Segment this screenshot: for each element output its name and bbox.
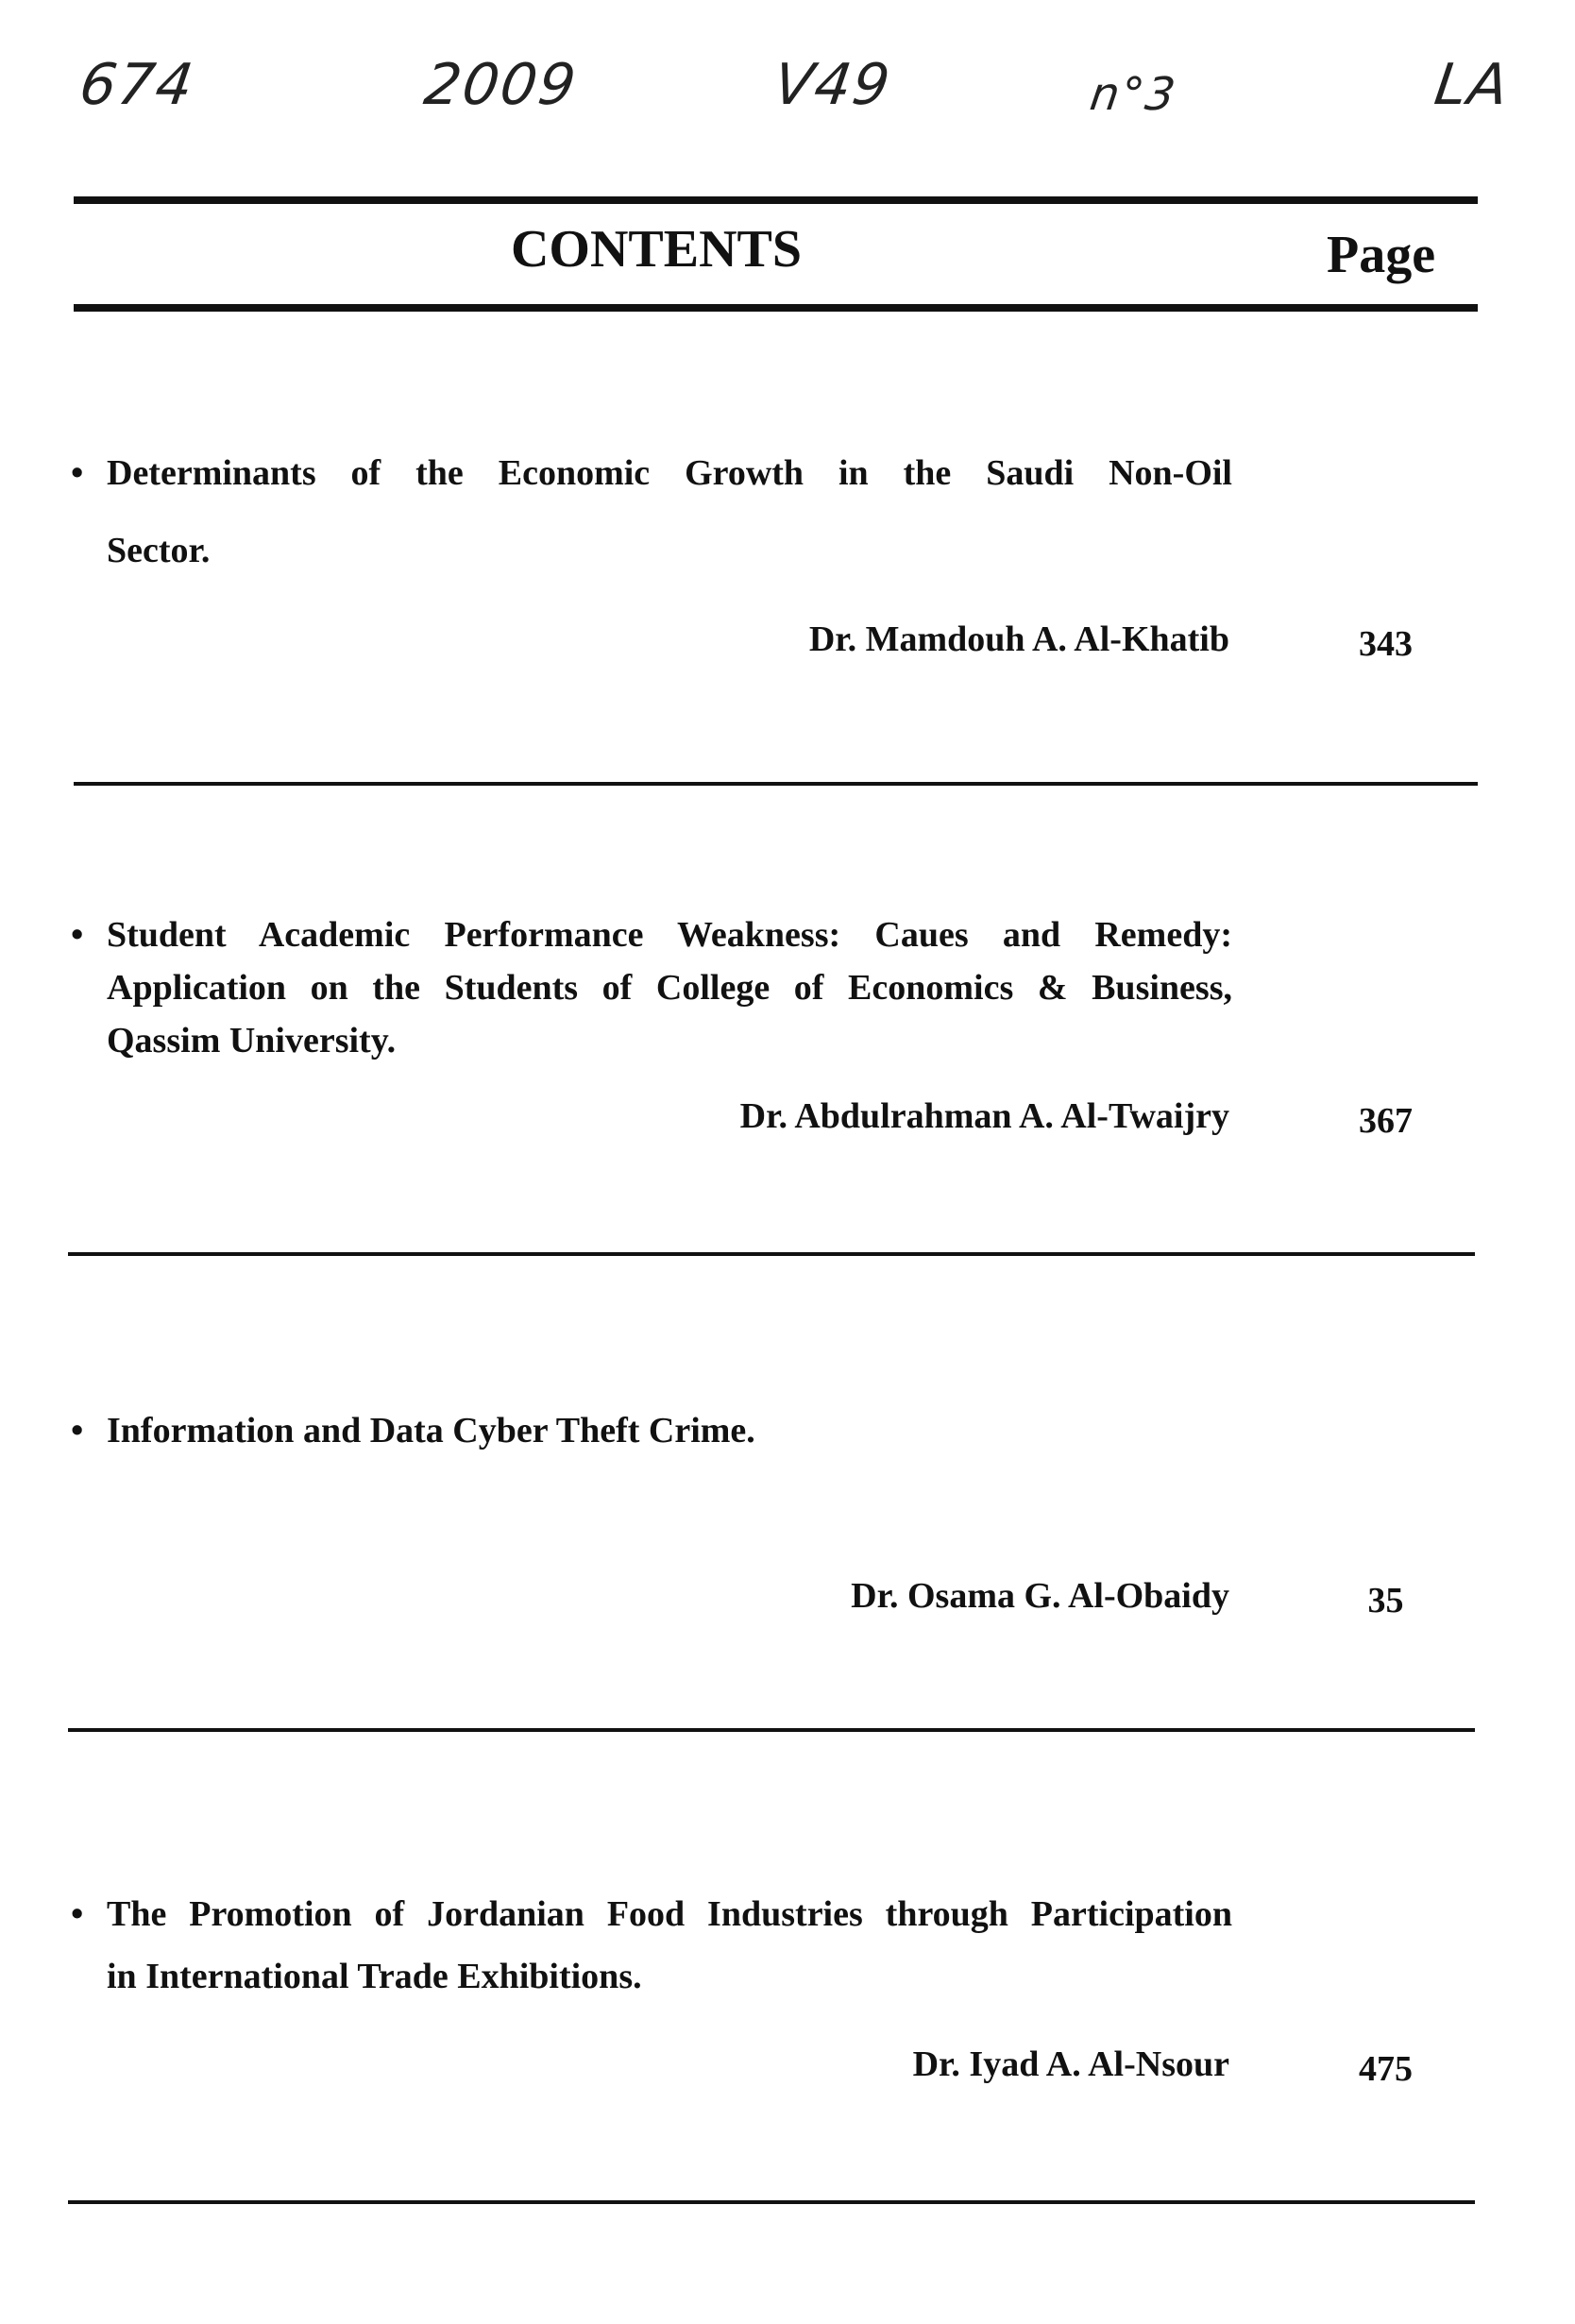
handwritten-note-volume: V49 xyxy=(770,52,896,118)
title-line: Information and Data Cyber Theft Crime. xyxy=(107,1411,755,1450)
title-line: Determinants of the Economic Growth in the Saudi Non-Oil xyxy=(107,453,1232,493)
toc-entry-author: Dr. Mamdouh A. Al-Khatib xyxy=(808,619,1229,659)
contents-heading: CONTENTS xyxy=(510,220,803,279)
toc-entry-title xyxy=(71,434,1232,589)
toc-entry-author: Dr. Iyad A. Al-Nsour xyxy=(912,2044,1229,2084)
handwritten-note-number: n°3 xyxy=(1087,68,1180,121)
title-line: Student Academic Performance Weakness: Caues and Remedy: xyxy=(107,915,1232,955)
title-line: Sector. xyxy=(107,531,211,570)
title-line: The Promotion of Jordanian Food Industries through Participation xyxy=(107,1894,1232,1934)
toc-entry-title xyxy=(71,1883,1232,2008)
handwritten-note-code: 674 xyxy=(76,52,199,118)
toc-entry-page: 35 xyxy=(1367,1581,1404,1620)
header-bottom-rule xyxy=(74,304,1478,312)
bullet-icon: • xyxy=(71,915,84,955)
toc-entry-author: Dr. Osama G. Al-Obaidy xyxy=(851,1576,1229,1616)
toc-entry-page: 367 xyxy=(1359,1101,1413,1141)
bullet-icon: • xyxy=(71,453,84,493)
toc-entry-page: 475 xyxy=(1359,2049,1413,2089)
title-line: in International Trade Exhibitions. xyxy=(107,1957,642,1996)
toc-entry-title xyxy=(71,1404,1232,1457)
entry-divider xyxy=(68,1728,1475,1732)
handwritten-note-year: 2009 xyxy=(420,52,582,118)
title-line: Qassim University. xyxy=(107,1021,397,1060)
toc-entry-title xyxy=(71,908,1232,1067)
toc-entry-author: Dr. Abdulrahman A. Al-Twaijry xyxy=(739,1096,1229,1136)
header-top-rule xyxy=(74,196,1478,204)
title-line: Application on the Students of College of Economics & Business, xyxy=(107,968,1232,1008)
toc-entry-page: 343 xyxy=(1359,624,1413,664)
bullet-icon: • xyxy=(71,1894,84,1934)
handwritten-note-initials: LA xyxy=(1431,52,1515,118)
entry-divider xyxy=(68,2200,1475,2204)
bullet-icon: • xyxy=(71,1411,84,1450)
page-column-heading: Page xyxy=(1327,226,1436,284)
entry-divider xyxy=(68,1252,1475,1256)
entry-divider xyxy=(74,782,1478,786)
